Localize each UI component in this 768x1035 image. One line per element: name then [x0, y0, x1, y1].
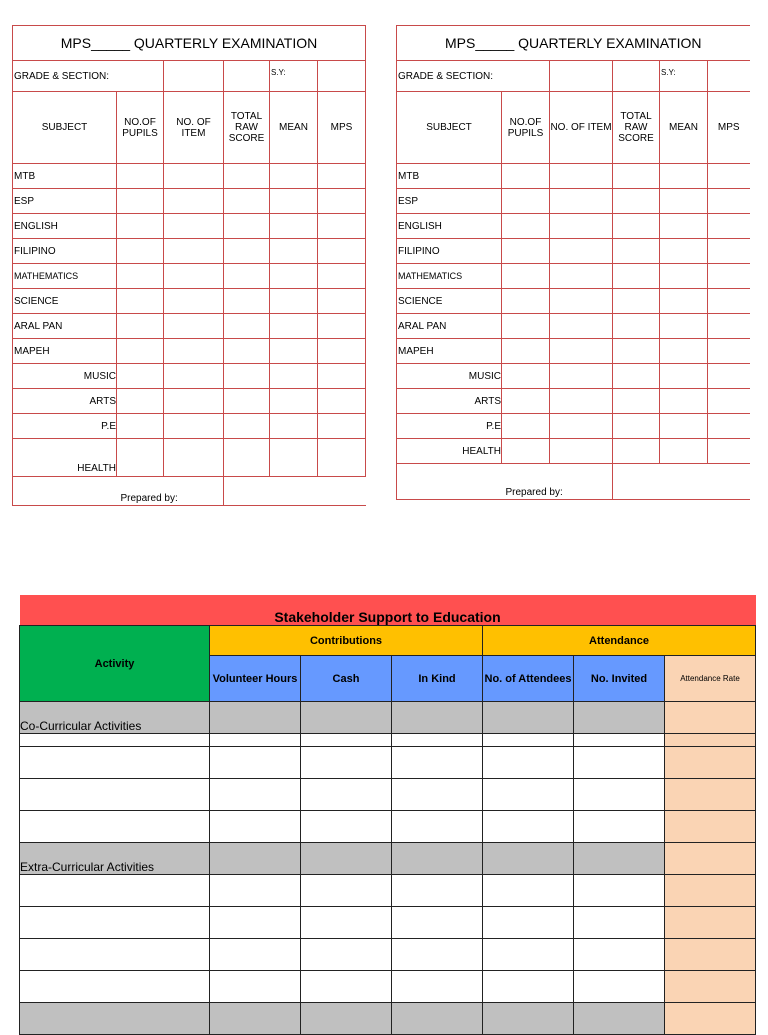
cell[interactable] — [224, 264, 270, 289]
stakeholder-support-table — [19, 595, 756, 1035]
volunteer-hours-header: Volunteer Hours — [210, 656, 301, 702]
cell[interactable] — [550, 364, 613, 389]
cell[interactable] — [270, 364, 318, 389]
cell[interactable] — [613, 439, 660, 464]
cell[interactable] — [164, 239, 224, 264]
mean-header: MEAN — [270, 92, 318, 164]
cell[interactable] — [117, 164, 164, 189]
cell[interactable] — [270, 239, 318, 264]
mapeh-component: ARTS — [13, 389, 117, 414]
cell[interactable] — [574, 811, 665, 843]
category-label: Extra-Curricular Activities — [20, 843, 210, 875]
no-of-attendees-header: No. of Attendees — [483, 656, 574, 702]
prepared-by-field[interactable] — [224, 477, 366, 506]
cell[interactable] — [117, 389, 164, 414]
sy-field[interactable] — [708, 61, 750, 92]
category-label: Co-Curricular Activities — [20, 702, 210, 734]
mps-header: MPS — [708, 92, 750, 164]
cell[interactable] — [270, 289, 318, 314]
prepared-by-label: Prepared by: — [117, 477, 224, 506]
cell[interactable] — [301, 843, 392, 875]
cell[interactable] — [660, 214, 708, 239]
cell[interactable] — [301, 734, 392, 747]
cell[interactable] — [392, 734, 483, 747]
cell[interactable] — [164, 264, 224, 289]
cell[interactable] — [392, 971, 483, 1003]
cell[interactable] — [574, 734, 665, 747]
no-invited-header: No. Invited — [574, 656, 665, 702]
cell[interactable] — [164, 439, 224, 477]
cell[interactable] — [20, 779, 210, 811]
cell[interactable] — [613, 389, 660, 414]
subject-name: FILIPINO — [397, 239, 502, 264]
cell[interactable] — [613, 414, 660, 439]
cell[interactable] — [392, 779, 483, 811]
mapeh-component: HEALTH — [13, 439, 117, 477]
cell[interactable] — [224, 314, 270, 339]
cell[interactable] — [318, 189, 366, 214]
form-title: MPS_____ QUARTERLY EXAMINATION — [397, 26, 750, 61]
subject-name: ESP — [397, 189, 502, 214]
blank-cell — [613, 61, 660, 92]
mapeh-component: HEALTH — [397, 439, 502, 464]
cell[interactable] — [574, 747, 665, 779]
cell[interactable] — [318, 164, 366, 189]
cell[interactable] — [550, 189, 613, 214]
cell[interactable] — [117, 414, 164, 439]
rate-cell[interactable] — [665, 1003, 756, 1035]
cell[interactable] — [660, 264, 708, 289]
cell[interactable] — [613, 214, 660, 239]
cell[interactable] — [20, 734, 210, 747]
cell[interactable] — [483, 734, 574, 747]
cell[interactable] — [117, 289, 164, 314]
cell[interactable] — [318, 314, 366, 339]
subject-name: MTB — [13, 164, 117, 189]
cell[interactable] — [483, 702, 574, 734]
cell[interactable] — [483, 907, 574, 939]
rate-cell[interactable] — [665, 939, 756, 971]
cell[interactable] — [270, 314, 318, 339]
cell[interactable] — [301, 702, 392, 734]
cell[interactable] — [117, 364, 164, 389]
cell[interactable] — [613, 289, 660, 314]
cell[interactable] — [550, 289, 613, 314]
subject-name: MTB — [397, 164, 502, 189]
sy-label: S.Y: — [660, 61, 708, 92]
cell[interactable] — [502, 364, 550, 389]
cell[interactable] — [270, 439, 318, 477]
cell[interactable] — [708, 239, 750, 264]
cell[interactable] — [224, 239, 270, 264]
cell[interactable] — [301, 1003, 392, 1035]
cell[interactable] — [483, 843, 574, 875]
no-of-pupils-header: NO.OF PUPILS — [502, 92, 550, 164]
cell[interactable] — [270, 339, 318, 364]
cell[interactable] — [574, 843, 665, 875]
cell[interactable] — [117, 189, 164, 214]
cell[interactable] — [483, 875, 574, 907]
subject-header: SUBJECT — [13, 92, 117, 164]
cell[interactable] — [708, 339, 750, 364]
cell[interactable] — [224, 214, 270, 239]
cell[interactable] — [270, 214, 318, 239]
cell[interactable] — [392, 1003, 483, 1035]
rate-cell[interactable] — [665, 747, 756, 779]
cell[interactable] — [392, 702, 483, 734]
grade-section-label: GRADE & SECTION: — [397, 61, 550, 92]
cell[interactable] — [550, 214, 613, 239]
blank-cell — [13, 477, 117, 506]
subject-name: ENGLISH — [13, 214, 117, 239]
cell[interactable] — [502, 389, 550, 414]
cell[interactable] — [660, 289, 708, 314]
cell[interactable] — [660, 314, 708, 339]
cell[interactable] — [502, 189, 550, 214]
no-of-item-header: NO. OF ITEM — [550, 92, 613, 164]
mps-form-left — [12, 25, 366, 506]
cell[interactable] — [574, 1003, 665, 1035]
cell[interactable] — [164, 339, 224, 364]
cell[interactable] — [20, 811, 210, 843]
cell[interactable] — [708, 289, 750, 314]
subject-name: SCIENCE — [397, 289, 502, 314]
cell[interactable] — [483, 779, 574, 811]
subject-name: MATHEMATICS — [13, 264, 117, 289]
subject-name: SCIENCE — [13, 289, 117, 314]
cell[interactable] — [392, 811, 483, 843]
cell[interactable] — [210, 747, 301, 779]
prepared-by-field[interactable] — [613, 464, 750, 500]
cell[interactable] — [117, 239, 164, 264]
cell[interactable] — [550, 164, 613, 189]
cell[interactable] — [164, 389, 224, 414]
form-title: MPS_____ QUARTERLY EXAMINATION — [13, 26, 366, 61]
rate-cell[interactable] — [665, 875, 756, 907]
cell[interactable] — [20, 875, 210, 907]
grade-section-field[interactable] — [164, 61, 224, 92]
cell[interactable] — [210, 907, 301, 939]
cell[interactable] — [502, 289, 550, 314]
cell[interactable] — [660, 364, 708, 389]
cell[interactable] — [574, 939, 665, 971]
total-raw-score-header: TOTAL RAW SCORE — [613, 92, 660, 164]
activity-header: Activity — [20, 626, 210, 702]
cell[interactable] — [550, 314, 613, 339]
cell[interactable] — [270, 264, 318, 289]
cell[interactable] — [483, 1003, 574, 1035]
subject-name: ENGLISH — [397, 214, 502, 239]
cell[interactable] — [210, 971, 301, 1003]
cell[interactable] — [660, 164, 708, 189]
cell[interactable] — [613, 364, 660, 389]
cell[interactable] — [550, 389, 613, 414]
cell[interactable] — [224, 289, 270, 314]
cell[interactable] — [210, 811, 301, 843]
no-of-pupils-header: NO.OF PUPILS — [117, 92, 164, 164]
cell[interactable] — [224, 439, 270, 477]
mapeh-component: P.E — [13, 414, 117, 439]
cell[interactable] — [613, 339, 660, 364]
rate-cell[interactable] — [665, 811, 756, 843]
cell[interactable] — [270, 164, 318, 189]
cell[interactable] — [318, 214, 366, 239]
cell[interactable] — [318, 364, 366, 389]
cell[interactable] — [392, 907, 483, 939]
cell[interactable] — [550, 414, 613, 439]
subject-name: ARAL PAN — [397, 314, 502, 339]
cell[interactable] — [210, 734, 301, 747]
cell[interactable] — [613, 189, 660, 214]
cell[interactable] — [210, 779, 301, 811]
cell[interactable] — [708, 364, 750, 389]
cell[interactable] — [392, 875, 483, 907]
contributions-header: Contributions — [210, 626, 483, 656]
cell[interactable] — [613, 164, 660, 189]
total-raw-score-header: TOTAL RAW SCORE — [224, 92, 270, 164]
stakeholder-title: Stakeholder Support to Education — [20, 595, 756, 626]
cell[interactable] — [210, 843, 301, 875]
rate-cell[interactable] — [665, 971, 756, 1003]
mapeh-component: MUSIC — [397, 364, 502, 389]
cell[interactable] — [20, 747, 210, 779]
cash-header: Cash — [301, 656, 392, 702]
attendance-rate-header: Attendance Rate — [665, 656, 756, 702]
cell[interactable] — [550, 339, 613, 364]
cell[interactable] — [502, 239, 550, 264]
cell[interactable] — [574, 779, 665, 811]
blank-cell — [397, 464, 502, 500]
subject-name: MAPEH — [13, 339, 117, 364]
cell[interactable] — [708, 164, 750, 189]
cell[interactable] — [502, 164, 550, 189]
rate-cell[interactable] — [665, 843, 756, 875]
cell[interactable] — [550, 239, 613, 264]
subject-name: FILIPINO — [13, 239, 117, 264]
cell[interactable] — [224, 364, 270, 389]
cell[interactable] — [708, 439, 750, 464]
cell[interactable] — [708, 264, 750, 289]
cell[interactable] — [318, 389, 366, 414]
cell[interactable] — [117, 339, 164, 364]
cell[interactable] — [613, 239, 660, 264]
cell[interactable] — [164, 214, 224, 239]
cell[interactable] — [660, 339, 708, 364]
cell[interactable] — [224, 164, 270, 189]
cell[interactable] — [301, 747, 392, 779]
rate-cell[interactable] — [665, 907, 756, 939]
mapeh-component: MUSIC — [13, 364, 117, 389]
cell[interactable] — [301, 811, 392, 843]
cell[interactable] — [301, 779, 392, 811]
cell[interactable] — [224, 339, 270, 364]
cell[interactable] — [270, 389, 318, 414]
cell[interactable] — [660, 439, 708, 464]
cell[interactable] — [660, 239, 708, 264]
cell[interactable] — [301, 971, 392, 1003]
subject-header: SUBJECT — [397, 92, 502, 164]
cell[interactable] — [318, 339, 366, 364]
cell[interactable] — [392, 939, 483, 971]
cell[interactable] — [318, 414, 366, 439]
sy-field[interactable] — [318, 61, 366, 92]
cell[interactable] — [613, 314, 660, 339]
no-of-item-header: NO. OF ITEM — [164, 92, 224, 164]
mean-header: MEAN — [660, 92, 708, 164]
subject-name: ARAL PAN — [13, 314, 117, 339]
cell[interactable] — [483, 747, 574, 779]
cell[interactable] — [301, 907, 392, 939]
cell[interactable] — [613, 264, 660, 289]
cell[interactable] — [392, 747, 483, 779]
cell[interactable] — [210, 1003, 301, 1035]
cell[interactable] — [224, 389, 270, 414]
cell[interactable] — [483, 811, 574, 843]
cell[interactable] — [708, 414, 750, 439]
cell[interactable] — [224, 189, 270, 214]
prepared-by-label: Prepared by: — [502, 464, 613, 500]
blank-cell — [224, 61, 270, 92]
rate-cell[interactable] — [665, 779, 756, 811]
cell[interactable] — [164, 364, 224, 389]
cell[interactable] — [502, 339, 550, 364]
in-kind-header: In Kind — [392, 656, 483, 702]
cell[interactable] — [20, 971, 210, 1003]
mps-form-right — [396, 25, 750, 500]
mps-header: MPS — [318, 92, 366, 164]
cell[interactable] — [483, 939, 574, 971]
rate-cell[interactable] — [665, 702, 756, 734]
cell[interactable] — [117, 439, 164, 477]
cell[interactable] — [574, 875, 665, 907]
cell[interactable] — [660, 414, 708, 439]
subject-name: ESP — [13, 189, 117, 214]
cell[interactable] — [301, 875, 392, 907]
cell[interactable] — [164, 289, 224, 314]
cell[interactable] — [318, 439, 366, 477]
subject-name: MATHEMATICS — [397, 264, 502, 289]
grade-section-label: GRADE & SECTION: — [13, 61, 164, 92]
grade-section-field[interactable] — [550, 61, 613, 92]
cell[interactable] — [502, 439, 550, 464]
cell[interactable] — [502, 314, 550, 339]
cell[interactable] — [210, 702, 301, 734]
cell[interactable] — [483, 971, 574, 1003]
cell[interactable] — [318, 264, 366, 289]
cell[interactable] — [164, 414, 224, 439]
cell[interactable] — [574, 702, 665, 734]
cell[interactable] — [210, 939, 301, 971]
cell[interactable] — [20, 907, 210, 939]
cell[interactable] — [708, 314, 750, 339]
cell[interactable] — [574, 907, 665, 939]
cell[interactable] — [164, 164, 224, 189]
cell[interactable] — [20, 939, 210, 971]
cell[interactable] — [224, 414, 270, 439]
cell[interactable] — [117, 314, 164, 339]
cell[interactable] — [392, 843, 483, 875]
subject-name: MAPEH — [397, 339, 502, 364]
cell[interactable] — [550, 439, 613, 464]
cell[interactable] — [318, 289, 366, 314]
cell[interactable] — [117, 264, 164, 289]
cell[interactable] — [574, 971, 665, 1003]
cell[interactable] — [164, 189, 224, 214]
cell[interactable] — [301, 939, 392, 971]
cell[interactable] — [660, 389, 708, 414]
cell[interactable] — [502, 264, 550, 289]
attendance-header: Attendance — [483, 626, 756, 656]
cell[interactable] — [20, 1003, 210, 1035]
cell[interactable] — [708, 214, 750, 239]
cell[interactable] — [502, 414, 550, 439]
sy-label: S.Y: — [270, 61, 318, 92]
rate-cell[interactable] — [665, 734, 756, 747]
cell[interactable] — [318, 239, 366, 264]
cell[interactable] — [660, 189, 708, 214]
cell[interactable] — [708, 189, 750, 214]
cell[interactable] — [210, 875, 301, 907]
cell[interactable] — [117, 214, 164, 239]
cell[interactable] — [502, 214, 550, 239]
mapeh-component: P.E — [397, 414, 502, 439]
mapeh-component: ARTS — [397, 389, 502, 414]
cell[interactable] — [550, 264, 613, 289]
cell[interactable] — [164, 314, 224, 339]
cell[interactable] — [708, 389, 750, 414]
cell[interactable] — [270, 414, 318, 439]
cell[interactable] — [270, 189, 318, 214]
